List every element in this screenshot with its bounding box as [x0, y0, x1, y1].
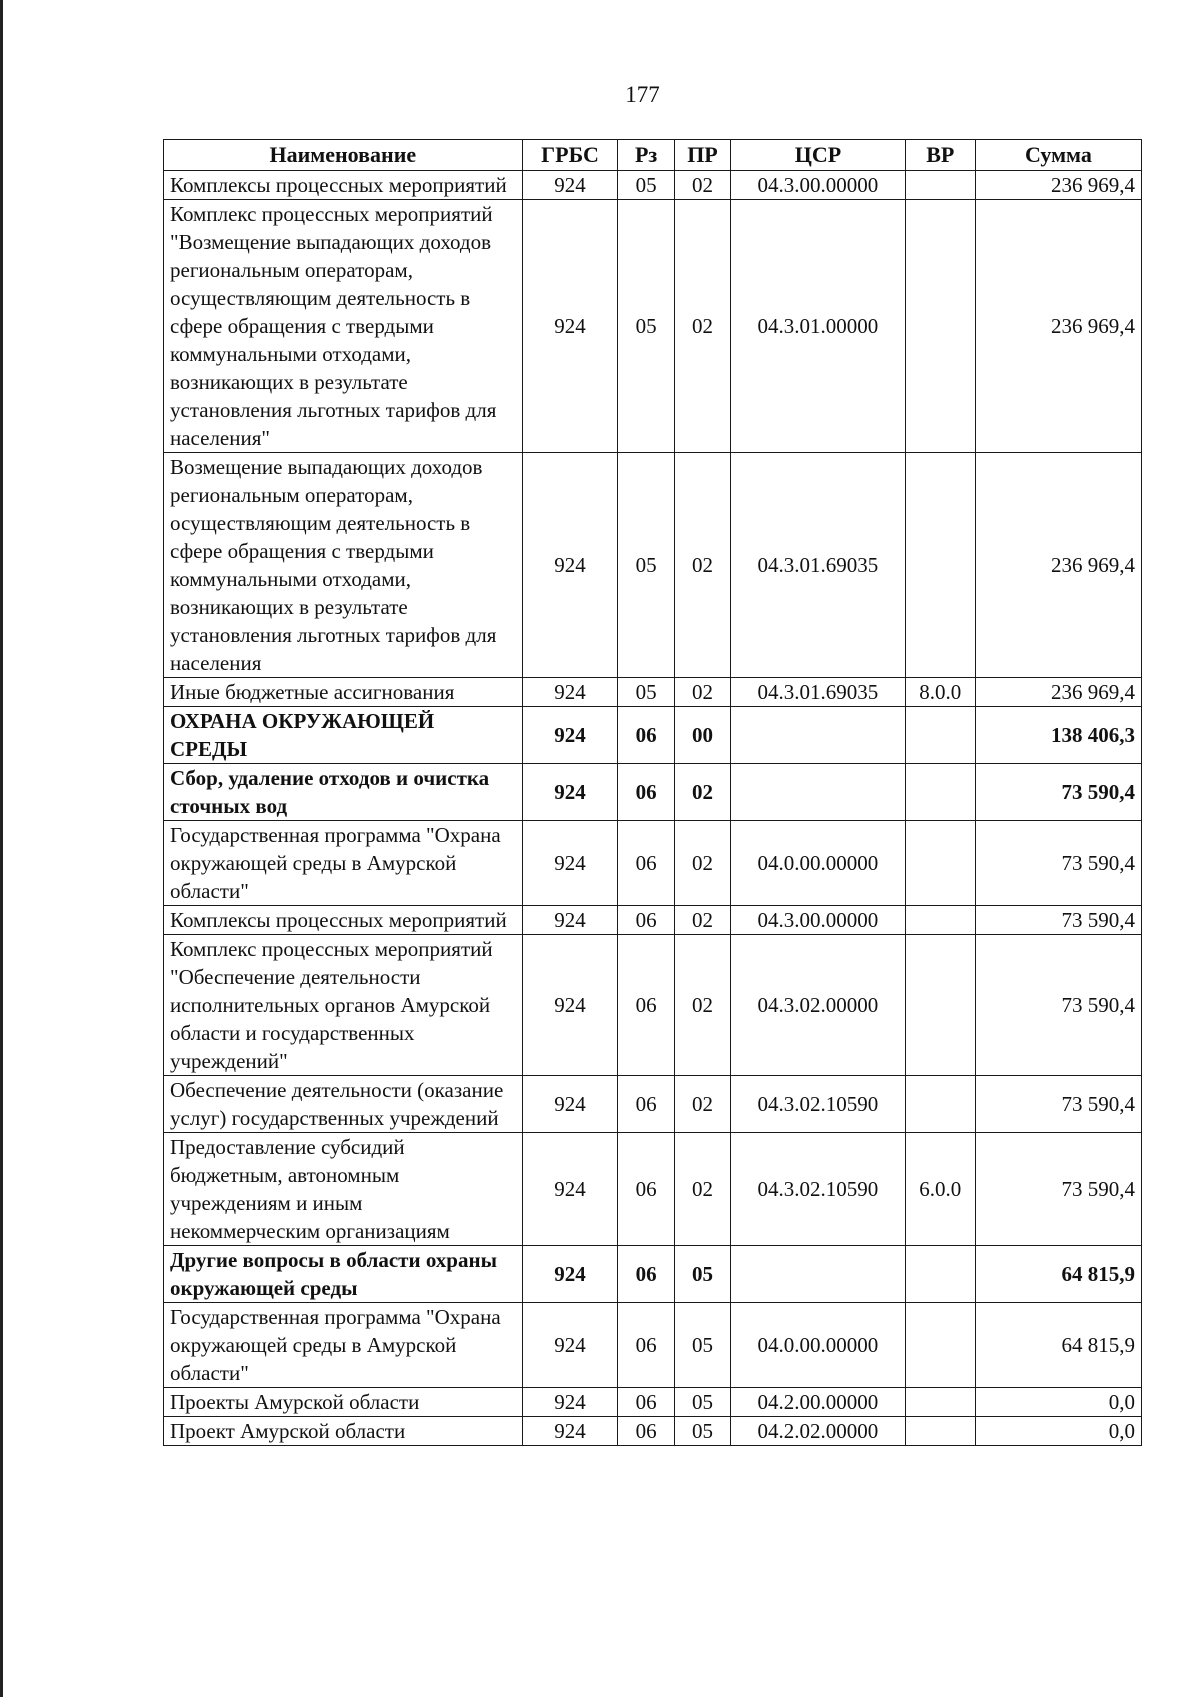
table-row — [164, 1303, 1142, 1388]
cell-rz: 05 — [618, 200, 674, 453]
cell-pr: 02 — [674, 1076, 730, 1133]
cell-csr — [731, 1246, 906, 1303]
cell-vr — [905, 1417, 975, 1446]
cell-name: Возмещение выпадающих доходов региональным операторам, осуществляющим деятельность в сфере обращения с твердыми коммунальными отходами, возникающих в результате установления льготных тарифов для населения — [164, 453, 523, 678]
table-row — [164, 821, 1142, 906]
cell-sum: 73 590,4 — [975, 821, 1141, 906]
cell-name: Предоставление субсидий бюджетным, автономным учреждениям и иным некоммерческим организациям — [164, 1133, 523, 1246]
cell-vr — [905, 906, 975, 935]
cell-rz: 06 — [618, 1133, 674, 1246]
cell-grbs: 924 — [522, 1133, 618, 1246]
cell-grbs: 924 — [522, 935, 618, 1076]
cell-sum: 236 969,4 — [975, 171, 1141, 200]
cell-pr: 02 — [674, 764, 730, 821]
cell-grbs: 924 — [522, 453, 618, 678]
cell-grbs: 924 — [522, 1076, 618, 1133]
table-row — [164, 1246, 1142, 1303]
cell-pr: 02 — [674, 678, 730, 707]
cell-grbs: 924 — [522, 1303, 618, 1388]
cell-rz: 06 — [618, 1303, 674, 1388]
cell-pr: 05 — [674, 1417, 730, 1446]
cell-csr: 04.3.01.69035 — [731, 678, 906, 707]
cell-name: ОХРАНА ОКРУЖАЮЩЕЙ СРЕДЫ — [164, 707, 523, 764]
table-row — [164, 1076, 1142, 1133]
cell-csr: 04.3.00.00000 — [731, 171, 906, 200]
cell-pr: 05 — [674, 1303, 730, 1388]
cell-sum: 73 590,4 — [975, 1133, 1141, 1246]
table-row — [164, 906, 1142, 935]
cell-vr — [905, 764, 975, 821]
cell-pr: 02 — [674, 935, 730, 1076]
cell-vr — [905, 200, 975, 453]
cell-rz: 06 — [618, 1388, 674, 1417]
cell-csr: 04.0.00.00000 — [731, 1303, 906, 1388]
cell-vr — [905, 171, 975, 200]
cell-sum: 73 590,4 — [975, 764, 1141, 821]
cell-sum: 138 406,3 — [975, 707, 1141, 764]
table-row — [164, 935, 1142, 1076]
cell-grbs: 924 — [522, 678, 618, 707]
header-sum: Сумма — [975, 140, 1141, 171]
cell-sum: 0,0 — [975, 1388, 1141, 1417]
table-row — [164, 453, 1142, 678]
cell-name: Обеспечение деятельности (оказание услуг) государственных учреждений — [164, 1076, 523, 1133]
cell-rz: 05 — [618, 453, 674, 678]
cell-vr — [905, 1246, 975, 1303]
cell-vr — [905, 821, 975, 906]
header-csr: ЦСР — [731, 140, 906, 171]
cell-csr — [731, 707, 906, 764]
cell-pr: 02 — [674, 906, 730, 935]
cell-csr: 04.0.00.00000 — [731, 821, 906, 906]
table-row — [164, 707, 1142, 764]
cell-csr — [731, 764, 906, 821]
cell-rz: 06 — [618, 1076, 674, 1133]
cell-name: Государственная программа "Охрана окружающей среды в Амурской области" — [164, 821, 523, 906]
cell-rz: 05 — [618, 171, 674, 200]
table-row — [164, 171, 1142, 200]
scan-edge-rule — [0, 0, 3, 1697]
cell-vr: 6.0.0 — [905, 1133, 975, 1246]
header-vr: ВР — [905, 140, 975, 171]
cell-grbs: 924 — [522, 200, 618, 453]
cell-rz: 06 — [618, 935, 674, 1076]
cell-name: Проекты Амурской области — [164, 1388, 523, 1417]
cell-sum: 0,0 — [975, 1417, 1141, 1446]
page-number: 177 — [625, 82, 660, 107]
cell-pr: 05 — [674, 1246, 730, 1303]
cell-pr: 02 — [674, 453, 730, 678]
cell-csr: 04.3.02.10590 — [731, 1076, 906, 1133]
table-row — [164, 1417, 1142, 1446]
cell-grbs: 924 — [522, 764, 618, 821]
cell-rz: 06 — [618, 821, 674, 906]
cell-sum: 64 815,9 — [975, 1303, 1141, 1388]
cell-vr — [905, 453, 975, 678]
cell-name: Комплекс процессных мероприятий "Обеспечение деятельности исполнительных органов Амурской области и государственных учреждений" — [164, 935, 523, 1076]
header-name: Наименование — [164, 140, 523, 171]
cell-grbs: 924 — [522, 1246, 618, 1303]
cell-csr: 04.3.02.10590 — [731, 1133, 906, 1246]
cell-csr: 04.2.02.00000 — [731, 1417, 906, 1446]
cell-name: Сбор, удаление отходов и очистка сточных вод — [164, 764, 523, 821]
cell-csr: 04.3.02.00000 — [731, 935, 906, 1076]
table-row — [164, 678, 1142, 707]
cell-vr — [905, 707, 975, 764]
cell-grbs: 924 — [522, 821, 618, 906]
cell-name: Государственная программа "Охрана окружающей среды в Амурской области" — [164, 1303, 523, 1388]
header-rz: Рз — [618, 140, 674, 171]
cell-sum: 236 969,4 — [975, 200, 1141, 453]
cell-csr: 04.3.01.00000 — [731, 200, 906, 453]
cell-name: Комплекс процессных мероприятий "Возмещение выпадающих доходов региональным операторам, осуществляющим деятельность в сфере обращения с твердыми коммунальными отходами, возникающих в результате установления льготных тарифов для населения" — [164, 200, 523, 453]
cell-sum: 73 590,4 — [975, 906, 1141, 935]
header-grbs: ГРБС — [522, 140, 618, 171]
cell-vr — [905, 935, 975, 1076]
cell-sum: 64 815,9 — [975, 1246, 1141, 1303]
cell-grbs: 924 — [522, 707, 618, 764]
cell-csr: 04.3.00.00000 — [731, 906, 906, 935]
cell-grbs: 924 — [522, 906, 618, 935]
header-pr: ПР — [674, 140, 730, 171]
cell-pr: 02 — [674, 821, 730, 906]
cell-name: Иные бюджетные ассигнования — [164, 678, 523, 707]
cell-sum: 73 590,4 — [975, 1076, 1141, 1133]
cell-rz: 05 — [618, 678, 674, 707]
cell-csr: 04.3.01.69035 — [731, 453, 906, 678]
cell-vr — [905, 1388, 975, 1417]
cell-rz: 06 — [618, 707, 674, 764]
cell-rz: 06 — [618, 1417, 674, 1446]
cell-pr: 05 — [674, 1388, 730, 1417]
table-row — [164, 1388, 1142, 1417]
cell-sum: 236 969,4 — [975, 453, 1141, 678]
cell-vr — [905, 1076, 975, 1133]
cell-grbs: 924 — [522, 171, 618, 200]
cell-pr: 02 — [674, 171, 730, 200]
cell-csr: 04.2.00.00000 — [731, 1388, 906, 1417]
cell-rz: 06 — [618, 1246, 674, 1303]
cell-sum: 73 590,4 — [975, 935, 1141, 1076]
cell-pr: 02 — [674, 1133, 730, 1246]
cell-rz: 06 — [618, 764, 674, 821]
cell-pr: 02 — [674, 200, 730, 453]
cell-name: Проект Амурской области — [164, 1417, 523, 1446]
cell-vr: 8.0.0 — [905, 678, 975, 707]
cell-name: Другие вопросы в области охраны окружающей среды — [164, 1246, 523, 1303]
table-row — [164, 200, 1142, 453]
table-header-row — [164, 140, 1142, 171]
cell-name: Комплексы процессных мероприятий — [164, 171, 523, 200]
cell-grbs: 924 — [522, 1388, 618, 1417]
table-body — [164, 171, 1142, 1446]
budget-table — [163, 139, 1142, 1446]
cell-sum: 236 969,4 — [975, 678, 1141, 707]
cell-grbs: 924 — [522, 1417, 618, 1446]
cell-pr: 00 — [674, 707, 730, 764]
cell-rz: 06 — [618, 906, 674, 935]
cell-vr — [905, 1303, 975, 1388]
table-row — [164, 1133, 1142, 1246]
table-row — [164, 764, 1142, 821]
cell-name: Комплексы процессных мероприятий — [164, 906, 523, 935]
